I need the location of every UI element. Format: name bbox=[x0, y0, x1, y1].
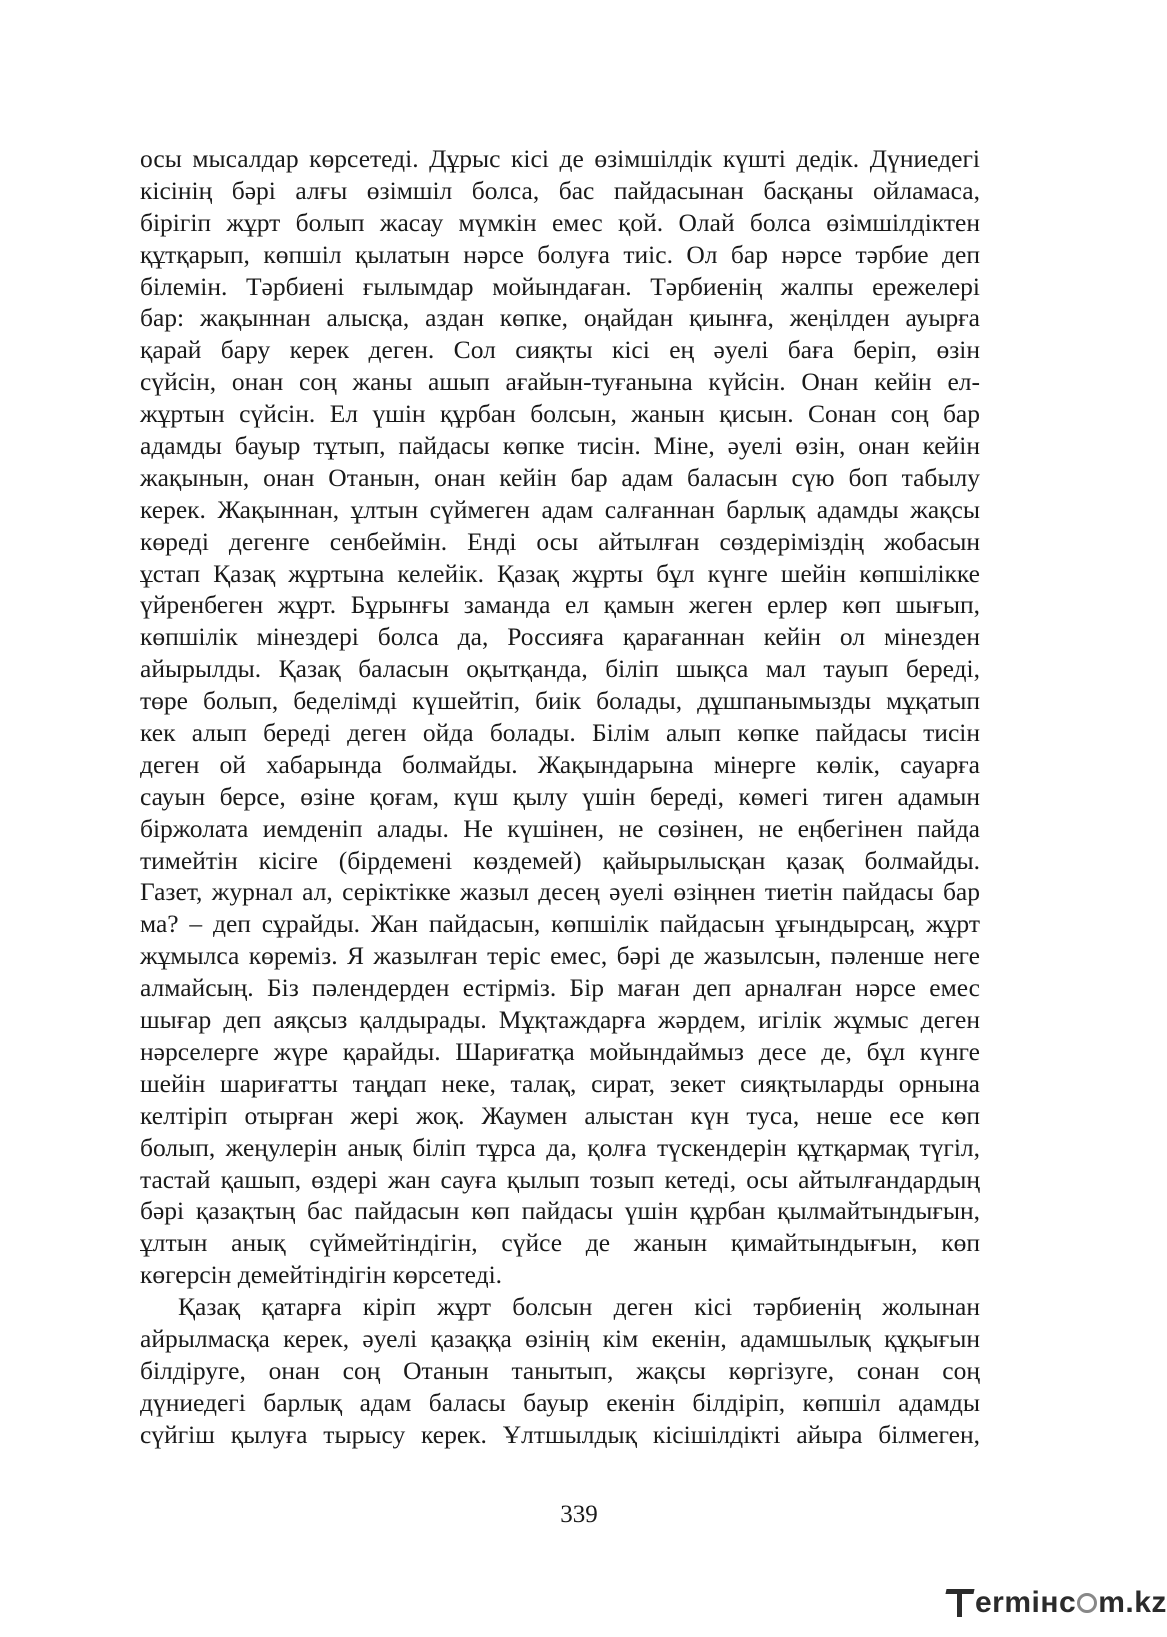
text-line: сүйсін, онан соң жаны ашып ағайын-туғанына күйсін. Онан кейін ел- bbox=[140, 367, 980, 397]
watermark-text-start: ermінc bbox=[975, 1586, 1077, 1619]
watermark-text-end: m.kz bbox=[1098, 1586, 1167, 1619]
body-text bbox=[140, 143, 980, 1451]
site-watermark-logo bbox=[946, 1583, 1167, 1623]
text-line: деген ой хабарында болмайды. Жақындарына мінерге көлік, сауарға bbox=[140, 749, 980, 779]
text-line: бар: жақыннан алысқа, аздан көпке, оңайдан қиынға, жеңілден ауырға bbox=[140, 303, 980, 333]
text-line: кек алып береді деген ойда болады. Білім алып көпке пайдасы тисін bbox=[140, 718, 980, 748]
text-line: қарай бару керек деген. Сол сияқты кісі ең әуелі баға беріп, өзін bbox=[140, 335, 980, 365]
text-line: келтіріп отырған жері жоқ. Жаумен алыстан күн туса, неше есе көп bbox=[140, 1100, 980, 1130]
text-line: тимейтін кісіге (бірдемені көздемей) қайырылысқан қазақ болмайды. bbox=[140, 845, 980, 875]
logo-o-ring-icon bbox=[1077, 1593, 1097, 1613]
text-line: шейін шариғатты таңдап неке, талақ, сират, зекет сияқтыларды орнына bbox=[140, 1068, 980, 1098]
text-line: айрылмасқа керек, әуелі қазаққа өзінің кім екенін, адамшылық құқығын bbox=[140, 1323, 980, 1353]
text-line-paragraph-end: көгерсін демейтіндігін көрсетеді. bbox=[140, 1260, 503, 1290]
text-line: төре болып, беделімді күшейтіп, биік болады, дұшпанымызды мұқатып bbox=[140, 686, 980, 716]
text-line: адамды бауыр тұтып, пайдасы көпке тисін. Міне, әуелі өзін, онан кейін bbox=[140, 431, 980, 461]
text-line-paragraph-start: Қазақ қатарға кіріп жұрт болсын деген кісі тәрбиенің жолынан bbox=[178, 1292, 980, 1322]
logo-t-mark-icon bbox=[946, 1583, 974, 1623]
text-line: сүйгіш қылуға тырысу керек. Ұлтшылдық кісішілдікті айыра білмеген, bbox=[140, 1419, 980, 1449]
text-line: ұлтын анық сүймейтіндігін, сүйсе де жанын қимайтындығын, көп bbox=[140, 1228, 980, 1258]
page-number: 339 bbox=[560, 1501, 598, 1528]
text-line: кісінің бәрі алғы өзімшіл болса, бас пайдасынан басқаны ойламаса, bbox=[140, 175, 980, 205]
text-line: алмайсың. Біз пәлендерден естірміз. Бір маған деп арналған нәрсе емес bbox=[140, 973, 980, 1003]
text-line: бәрі қазақтың бас пайдасын көп пайдасы үшін құрбан қылмайтындығын, bbox=[140, 1196, 980, 1226]
text-line: ма? – деп сұрайды. Жан пайдасын, көпшілік пайдасын ұғындырсаң, жұрт bbox=[140, 909, 980, 939]
text-line: жұмылса көреміз. Я жазылған теріс емес, бәрі де жазылсын, пәленше неге bbox=[140, 941, 980, 971]
text-line: шығар деп аяқсыз қалдырады. Мұқтаждарға жәрдем, игілік жұмыс деген bbox=[140, 1005, 980, 1035]
text-line: Газет, журнал ал, серіктікке жазыл десең әуелі өзіңнен тиетін пайдасы бар bbox=[140, 877, 980, 907]
text-line: керек. Жақыннан, ұлтын сүймеген адам салғаннан барлық адамды жақсы bbox=[140, 494, 980, 524]
text-line: көпшілік мінездері болса да, Россияға қарағаннан кейін ол мінезден bbox=[140, 622, 980, 652]
text-line: нәрселерге жүре қарайды. Шариғатқа мойындаймыз десе де, бұл күнге bbox=[140, 1036, 980, 1066]
text-line: жақынын, онан Отанын, онан кейін бар адам баласын сүю боп табылу bbox=[140, 462, 980, 492]
text-line: ұстап Қазақ жұртына келейік. Қазақ жұрты бұл күнге шейін көпшілікке bbox=[140, 558, 980, 588]
text-line: білемін. Тәрбиені ғылымдар мойындаған. Тәрбиенің жалпы ережелері bbox=[140, 271, 980, 301]
text-line: тастай қашып, өздері жан сауға қылып тозып кетеді, осы айтылғандардың bbox=[140, 1164, 980, 1194]
text-line: жұртын сүйсін. Ел үшін құрбан болсын, жанын қисын. Сонан соң бар bbox=[140, 399, 980, 429]
text-line: сауын берсе, өзіне қоғам, күш қылу үшін береді, көмегі тиген адамын bbox=[140, 781, 980, 811]
text-line: болып, жеңулерін анық біліп тұрса да, қолға түскендерін құтқармақ түгіл, bbox=[140, 1132, 980, 1162]
text-line: айырылды. Қазақ баласын оқытқанда, біліп шықса мал тауып береді, bbox=[140, 654, 980, 684]
text-line: құтқарып, көпшіл қылатын нәрсе болуға тиіс. Ол бар нәрсе тәрбие деп bbox=[140, 239, 980, 269]
text-line: осы мысалдар көрсетеді. Дұрыс кісі де өзімшілдік күшті дедік. Дүниедегі bbox=[140, 144, 980, 173]
text-line: көреді дегенге сенбеймін. Енді осы айтылған сөздеріміздің жобасын bbox=[140, 526, 980, 556]
text-line: бірігіп жұрт болып жасау мүмкін емес қой. Олай болса өзімшілдіктен bbox=[140, 207, 980, 237]
text-line: білдіруге, онан соң Отанын танытып, жақсы көргізуге, сонан соң bbox=[140, 1355, 980, 1385]
text-line: дүниедегі барлық адам баласы бауыр екенін білдіріп, көпшіл адамды bbox=[140, 1387, 980, 1417]
text-line: біржолата иемденіп алады. Не күшінен, не сөзінен, не еңбегінен пайда bbox=[140, 813, 980, 843]
text-line: үйренбеген жұрт. Бұрынғы заманда ел қамын жеген ерлер көп шығып, bbox=[140, 590, 980, 620]
